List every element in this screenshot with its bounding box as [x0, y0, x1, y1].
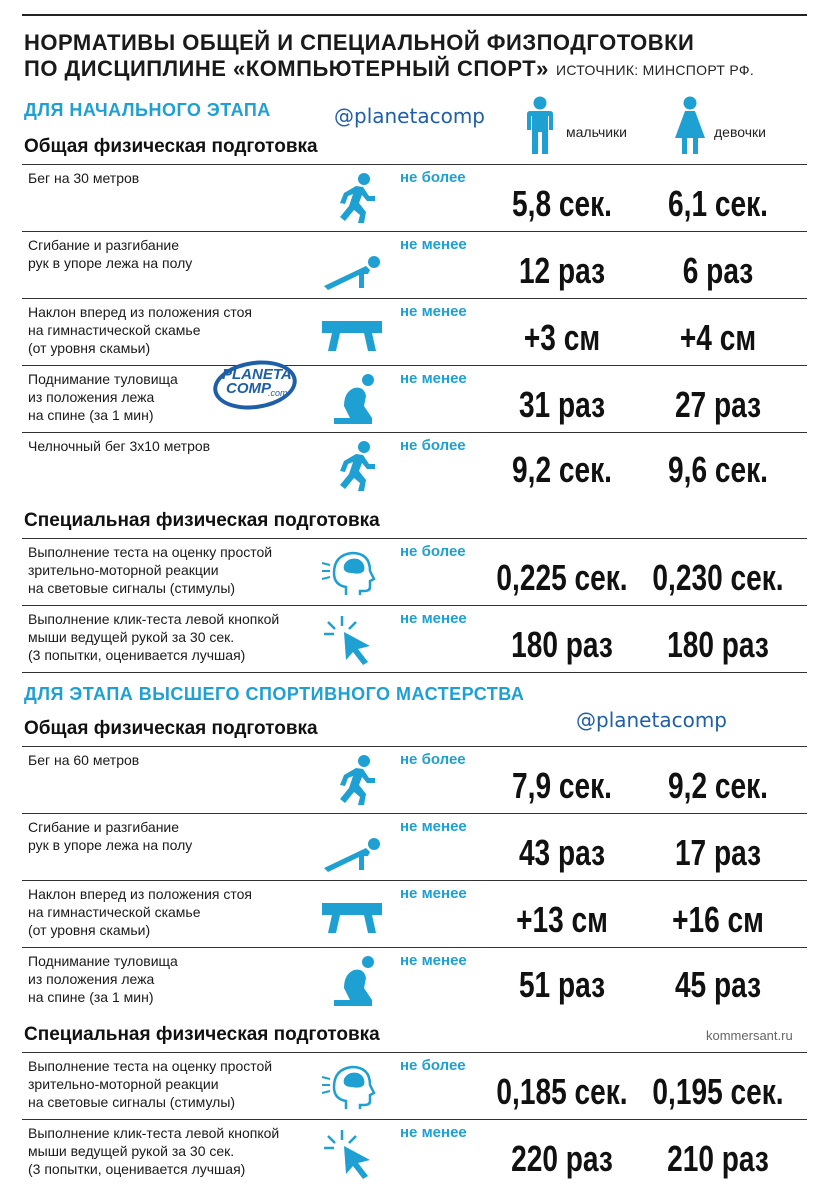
girls-value: 9,2 сек.	[668, 765, 768, 806]
girls-label: девочки	[714, 124, 766, 140]
boys-value: 31 раз	[518, 384, 606, 425]
stage2-general-title: Общая физическая подготовка	[24, 718, 318, 739]
condition-label: не более	[400, 437, 466, 454]
table-row	[22, 605, 807, 672]
exercise-label: Поднимание туловища из положения лежа на спине (за 1 мин)	[28, 371, 178, 423]
section-divider	[22, 672, 807, 673]
girls-value: 210 раз	[667, 1138, 769, 1179]
table-row	[22, 813, 807, 880]
pushup-icon	[320, 820, 384, 874]
condition-label: не менее	[400, 885, 467, 902]
head-brain-icon	[320, 545, 384, 599]
credit-text: kommersant.ru	[706, 1028, 793, 1043]
exercise-label: Поднимание туловища из положения лежа на спине (за 1 мин)	[28, 953, 178, 1005]
logo-text-1: PLANETA	[222, 366, 292, 383]
exercise-label: Наклон вперед из положения стоя на гимнастической скамье (от уровня скамьи)	[28, 304, 252, 356]
condition-label: не менее	[400, 818, 467, 835]
stage2-special-title: Специальная физическая подготовка	[24, 1024, 380, 1045]
exercise-label: Выполнение теста на оценку простой зрительно-моторной реакции на световые сигналы (стимулы)	[28, 544, 273, 596]
girls-value: 45 раз	[674, 964, 762, 1005]
table-row	[22, 947, 807, 1014]
condition-label: не менее	[400, 952, 467, 969]
table-row	[22, 880, 807, 947]
running-icon	[320, 439, 384, 493]
watermark-2: @planetacomp	[576, 708, 727, 732]
boys-value: 220 раз	[511, 1138, 613, 1179]
bench-icon	[320, 887, 384, 941]
table-row	[22, 298, 807, 365]
exercise-label: Сгибание и разгибание рук в упоре лежа на полу	[28, 819, 193, 853]
planetacomp-logo	[212, 356, 298, 414]
exercise-label: Бег на 30 метров	[28, 170, 140, 186]
boy-figure-icon	[522, 96, 558, 156]
stage1-special-title: Специальная физическая подготовка	[24, 510, 380, 531]
boys-value: 180 раз	[511, 624, 613, 665]
logo-text-2: COMP	[226, 380, 271, 397]
table-row	[22, 231, 807, 298]
boys-value: 0,185 сек.	[496, 1071, 628, 1112]
boys-value: 0,225 сек.	[496, 557, 628, 598]
condition-label: не менее	[400, 370, 467, 387]
condition-label: не более	[400, 169, 466, 186]
exercise-label: Бег на 60 метров	[28, 752, 140, 768]
table-row	[22, 538, 807, 605]
situp-icon	[320, 954, 384, 1008]
girls-value: 9,6 сек.	[668, 449, 768, 490]
source-note: ИСТОЧНИК: МИНСПОРТ РФ.	[556, 62, 755, 78]
exercise-label: Наклон вперед из положения стоя на гимнастической скамье (от уровня скамьи)	[28, 886, 252, 938]
girls-value: 180 раз	[667, 624, 769, 665]
boys-label: мальчики	[566, 124, 627, 140]
exercise-label: Челночный бег 3х10 метров	[28, 438, 211, 454]
condition-label: не менее	[400, 1124, 467, 1141]
bench-icon	[320, 305, 384, 359]
table-row	[22, 746, 807, 813]
top-rule	[22, 14, 807, 16]
boys-value: 9,2 сек.	[512, 449, 612, 490]
condition-label: не более	[400, 543, 466, 560]
exercise-label: Выполнение теста на оценку простой зрительно-моторной реакции на световые сигналы (стимулы)	[28, 1058, 273, 1110]
condition-label: не более	[400, 751, 466, 768]
title-line-2: ПО ДИСЦИПЛИНЕ «КОМПЬЮТЕРНЫЙ СПОРТ»	[24, 56, 549, 81]
boys-value: 43 раз	[518, 832, 606, 873]
stage1-title: ДЛЯ НАЧАЛЬНОГО ЭТАПА	[24, 100, 271, 120]
pushup-icon	[320, 238, 384, 292]
girls-value: 0,230 сек.	[652, 557, 784, 598]
table-row	[22, 365, 807, 432]
cursor-click-icon	[320, 612, 384, 666]
table-row	[22, 432, 807, 499]
girls-value: 6 раз	[682, 250, 754, 291]
condition-label: не менее	[400, 610, 467, 627]
boys-value: 51 раз	[518, 964, 606, 1005]
title-line-1: НОРМАТИВЫ ОБЩЕЙ И СПЕЦИАЛЬНОЙ ФИЗПОДГОТОВКИ	[24, 30, 695, 55]
boys-value: 5,8 сек.	[512, 183, 612, 224]
exercise-label: Сгибание и разгибание рук в упоре лежа на полу	[28, 237, 193, 271]
girls-value: 6,1 сек.	[668, 183, 768, 224]
running-icon	[320, 171, 384, 225]
table-row	[22, 1052, 807, 1119]
stage2-title: ДЛЯ ЭТАПА ВЫСШЕГО СПОРТИВНОГО МАСТЕРСТВА	[24, 684, 525, 704]
situp-icon	[320, 372, 384, 426]
condition-label: не менее	[400, 236, 467, 253]
boys-value: +13 см	[516, 899, 608, 940]
head-brain-icon	[320, 1059, 384, 1113]
exercise-label: Выполнение клик-теста левой кнопкой мыши ведущей рукой за 30 сек. (3 попытки, оценивается лучшая)	[28, 1125, 280, 1177]
girls-value: +16 см	[672, 899, 764, 940]
stage1-general-title: Общая физическая подготовка	[24, 136, 318, 157]
exercise-label: Выполнение клик-теста левой кнопкой мыши ведущей рукой за 30 сек. (3 попытки, оценивается лучшая)	[28, 611, 280, 663]
condition-label: не более	[400, 1057, 466, 1074]
girls-value: +4 см	[679, 317, 757, 358]
girls-value: 17 раз	[674, 832, 762, 873]
boys-value: 7,9 сек.	[512, 765, 612, 806]
watermark-1: @planetacomp	[334, 104, 485, 128]
condition-label: не менее	[400, 303, 467, 320]
table-row	[22, 1119, 807, 1186]
girls-value: 27 раз	[674, 384, 762, 425]
table-row	[22, 164, 807, 231]
cursor-click-icon	[320, 1126, 384, 1180]
logo-text-3: .com	[268, 388, 288, 398]
boys-value: +3 см	[523, 317, 601, 358]
girls-value: 0,195 сек.	[652, 1071, 784, 1112]
boys-value: 12 раз	[518, 250, 606, 291]
girl-figure-icon	[672, 96, 708, 156]
running-icon	[320, 753, 384, 807]
